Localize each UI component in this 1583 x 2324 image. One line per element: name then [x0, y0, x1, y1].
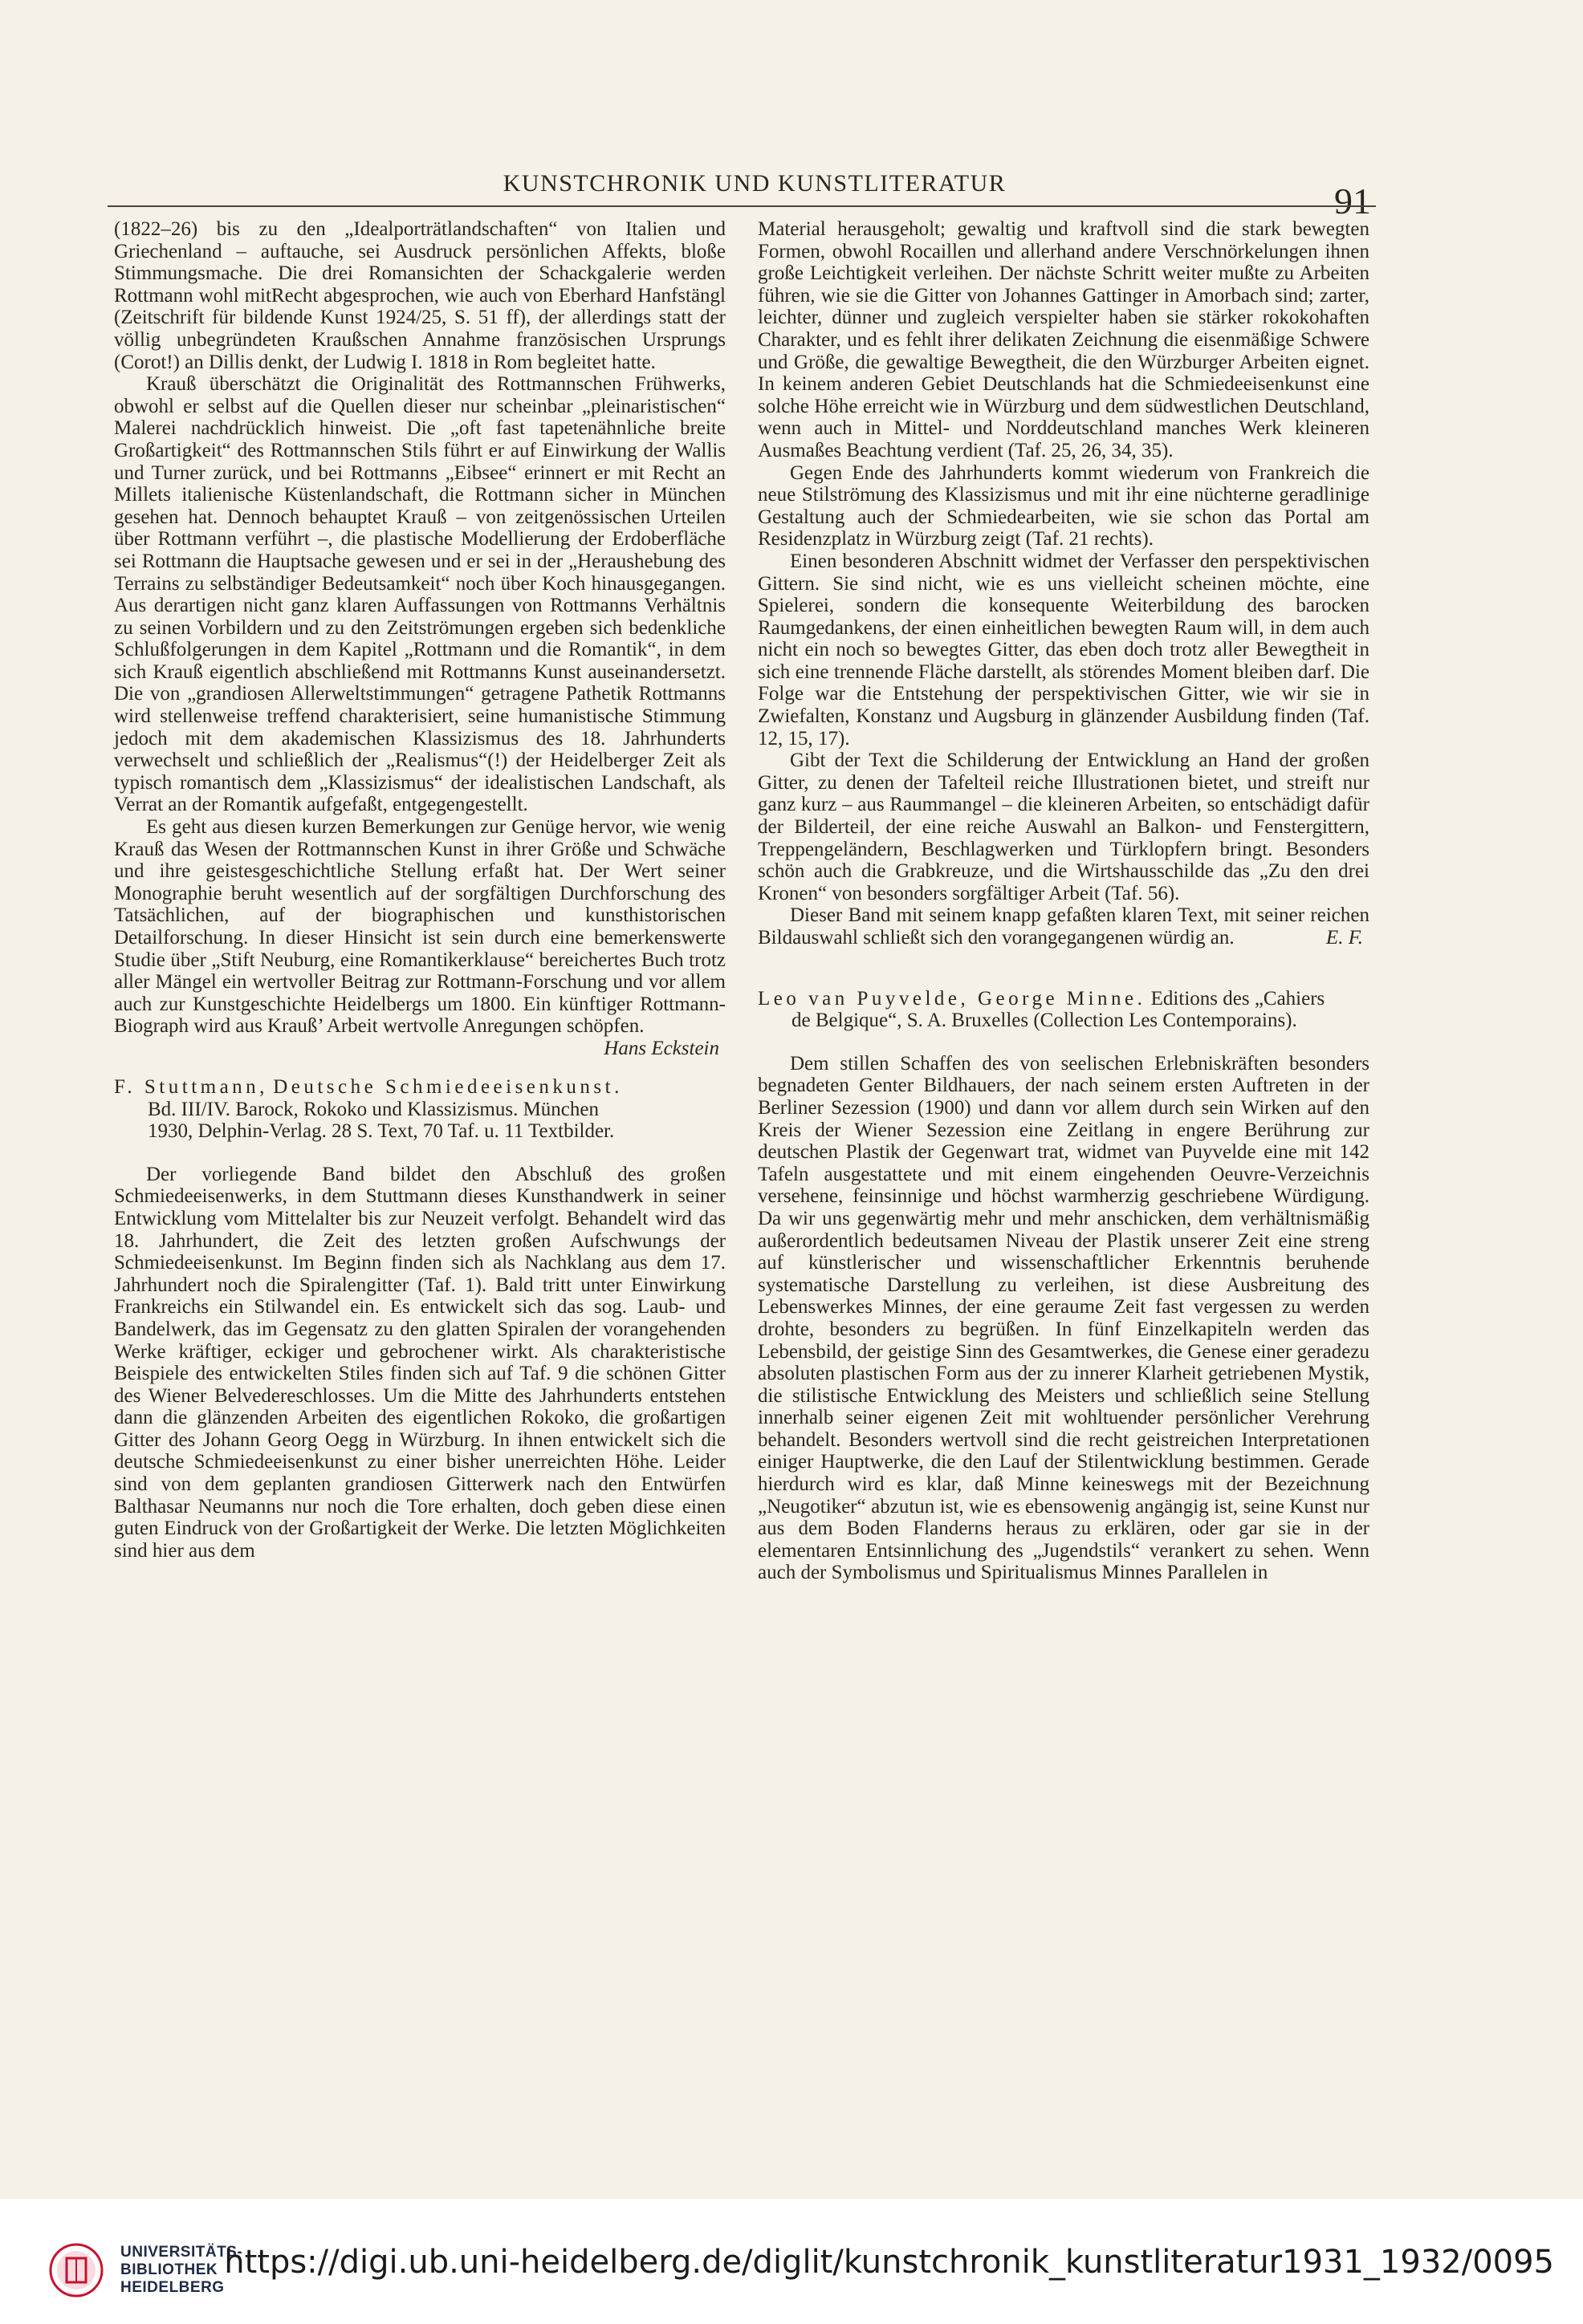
entry-title: Editions des „Cahiers	[1150, 987, 1325, 1010]
paragraph-text: Es geht aus diesen kurzen Bemerkungen zur Genüge hervor, wie wenig Krauß das Wesen der Rottmannschen Kunst in ihrer Größe und Schwäche und ihre geistesgeschichtliche Stellung erfaßt hat. Der Wert seiner Monographie beruht wesentlich auf der sorgfältigen Durchforschung des Tatsächlichen, auf der biographischen und kunsthistorischen Detailforschung. In dieser Hinsicht ist sein durch eine bemerkenswerte Studie über „Stift Neuburg, eine Romantikerklause“ bereichertes Buch trotz aller Mängel ein wertvoller Beitrag zur Rottmann-Forschung und vor allem auch zur Kunstgeschichte Heidelbergs um 1800. Ein künftiger Rottmann-Biograph wird aus Krauß’ Arbeit wertvolle Anregungen schöpfen.	[114, 816, 726, 1038]
permalink-link[interactable]: https://digi.ub.uni-heidelberg.de/diglit/kunstchronik_kunstliteratur1931_1932/0095	[224, 2244, 1554, 2281]
entry-details: de Belgique“, S. A. Bruxelles (Collection Les Contemporains).	[792, 1010, 1297, 1032]
paragraph	[758, 904, 1369, 949]
entry-title: Deutsche Schmiedeeisenkunst.	[273, 1075, 623, 1098]
page-number: 91	[1334, 181, 1371, 221]
paragraph-text: Dieser Band mit seinem knapp gefaßten klaren Text, mit seiner reichen Bildauswahl schließt sich den vorangegangenen würdig an.	[758, 904, 1369, 949]
review-entry-heading	[758, 988, 1369, 1032]
right-column	[758, 218, 1369, 1584]
library-name-line: UNIVERSITÄTS-	[120, 2244, 243, 2261]
paragraph: Gegen Ende des Jahrhunderts kommt wiederum von Frankreich die neue Stilströmung des Klassizismus und mit ihr eine nüchterne geradlinige Gestaltung auch der Schmiedearbeiten, wie sie schon das Portal am Residenzplatz in Würzburg zeigt (Taf. 21 rechts).	[758, 461, 1369, 551]
paragraph: (1822–26) bis zu den „Idealporträtlandschaften“ von Italien und Griechenland – auftauche, sei Ausdruck persönlichen Affekts, bloße Stimmungsmache. Die drei Romansichten der Schackgalerie werden Rottmann wohl mitRecht abgesprochen, wie auch von Eberhard Hanfstängl (Zeitschrift für bildende Kunst 1924/25, S. 51 ff), der allerdings statt der völlig unbegründeten Kraußschen Annahme französischen Ursprungs (Corot!) an Dillis denkt, der Ludwig I. 1818 in Rom begleitet hatte.	[114, 218, 726, 373]
author-signature: E. F.	[1325, 927, 1363, 949]
entry-author: F. Stuttmann,	[114, 1075, 268, 1098]
entry-details: Bd. III/IV. Barock, Rokoko und Klassizismus. München	[148, 1098, 599, 1120]
paragraph: Einen besonderen Abschnitt widmet der Verfasser den perspektivischen Gittern. Sie sind nicht, wie es uns vielleicht scheinen möchte, eine Spielerei, sondern die konsequente Weiterbildung des barocken Raumgedankens, der einen einheitlichen bewegten Raum will, in dem auch nicht ein noch so bewegtes Gitter, das eben doch trotz aller Bewegtheit in sich eine trennende Fläche darstellt, als störendes Moment bleiben darf. Die Folge war die Entstehung der perspektivischen Gitter, wie wir sie in Zwiefalten, Konstanz und Augsburg in glänzender Ausbildung finden (Taf. 12, 15, 17).	[758, 550, 1369, 750]
permalink[interactable]	[224, 2244, 1554, 2281]
library-name-line: HEIDELBERG	[120, 2279, 225, 2296]
paragraph: Der vorliegende Band bildet den Abschluß des großen Schmiedeeisenwerks, in dem Stuttmann dieses Kunsthandwerk in seiner Entwicklung vom Mittelalter bis zur Neuzeit verfolgt. Behandelt wird das 18. Jahrhundert, die Zeit des letzten großen Aufschwungs der Schmiedeeisenkunst. Im Beginn finden sich als Nachklang aus dem 17. Jahrhundert noch die Spiralengitter (Taf. 1). Bald tritt unter Einwirkung Frankreichs ein Stilwandel ein. Es entwickelt sich das sog. Laub- und Bandelwerk, das im Gegensatz zu den glatten Spiralen der vorangehenden Werke kräftiger, eckiger und gebrochener wirkt. Als charakteristische Beispiele des entwickelten Stiles finden sich auf Taf. 9 die schönen Gitter des Wiener Belvedereschlosses. Um die Mitte des Jahrhunderts entstehen dann die glänzenden Arbeiten des eigentlichen Rokoko, die großartigen Gitter des Johann Georg Oegg in Würzburg. In ihnen entwickelt sich die deutsche Schmiedeeisenkunst zu einer bisher unerreichten Höhe. Leider sind von dem geplanten grandiosen Gitterwerk nach den Entwürfen Balthasar Neumanns nur noch die Tore erhalten, doch geben diese einen guten Eindruck von der Großartigkeit der Werke. Die letzten Möglichkeiten sind hier aus dem	[114, 1163, 726, 1562]
entry-first-line	[758, 988, 1369, 1010]
header-rule	[108, 205, 1376, 207]
viewer-footer	[0, 2199, 1583, 2324]
paragraph: Gibt der Text die Schilderung der Entwicklung an Hand der großen Gitter, zu denen der Tafelteil reiche Illustrationen bietet, und streift nur ganz kurz – aus Raummangel – die kleineren Arbeiten, so entschädigt dafür der Bilderteil, der eine reiche Auswahl an Balkon- und Fenstergittern, Treppengeländern, Beschlagwerken und Türklopfern bringt. Besonders schön auch die Grabkreuze, und die Wirtshausschilde das „Zu den drei Kronen“ von besonders sorgfältiger Arbeit (Taf. 56).	[758, 750, 1369, 904]
entry-first-line	[114, 1076, 726, 1099]
university-seal-icon	[48, 2242, 104, 2298]
entry-author: Leo van Puyvelde, George Minne.	[758, 987, 1146, 1010]
paragraph	[114, 816, 726, 1059]
review-entry-heading	[114, 1076, 726, 1143]
running-title: KUNSTCHRONIK UND KUNSTLITERATUR	[503, 170, 1007, 197]
paragraph: Material herausgeholt; gewaltig und kraftvoll sind die stark bewegten Formen, obwohl Rocaillen und allerhand andere Verschnörkelungen ihnen große Leichtigkeit verleihen. Der nächste Schritt weiter mußte zu Arbeiten führen, wie sie die Gitter von Johannes Gattinger in Amorbach sind; zarter, leichter, dünner und zugleich verspielter haben sie stärker rokokohaften Charakter, und es fehlt ihrer delikaten Zeichnung die eisenmäßige Schwere und Größe, die gewaltige Bewegtheit, die den Würzburger Arbeiten eignet. In keinem anderen Gebiet Deutschlands hat die Schmiedeeisenkunst eine solche Höhe erreicht wie in Würzburg und dem südwestlichen Deutschland, wenn auch in Mittel- und Norddeutschland manches Werk kleineren Ausmaßes Beachtung verdient (Taf. 25, 26, 34, 35).	[758, 218, 1369, 461]
paragraph: Dem stillen Schaffen des von seelischen Erlebniskräften besonders begnadeten Genter Bildhauers, der nach seinem ersten Auftreten in der Berliner Sezession (1900) und dann vor allem durch sein Wirken auf den Kreis der Wiener Sezession eine Zeitlang in engere Berührung zur deutschen Plastik der Gegenwart trat, widmet van Puyvelde eine mit 142 Tafeln ausgestattete und mit einem eingehenden Oeuvre-Verzeichnis versehene, feinsinnige und höchst warmherzig geschriebene Würdigung. Da wir uns gegenwärtig mehr und mehr anschicken, dem verhältnismäßig außerordentlich bedeutsamen Niveau der Plastik unserer Zeit eine streng auf künstlerischer und wissenschaftlicher Erkenntnis beruhende systematische Darstellung zu verleihen, ist diese Ausbreitung des Lebenswerkes Minnes, der eine geraume Zeit fast vergessen zu werden drohte, besonders zu begrüßen. In fünf Einzelkapiteln werden das Lebensbild, der geistige Sinn des Gesamtwerkes, die Genese einer geradezu absoluten plastischen Form aus der zu innerer Klarheit getriebenen Mystik, die stilistische Entwicklung des Meisters und schließlich seine Stellung innerhalb seiner eigenen Zeit mit wohltuender persönlicher Verehrung behandelt. Besonders wertvoll sind die recht geistreichen Interpretationen einiger Hauptwerke, die den Lauf der Stilentwicklung bestimmen. Gerade hierdurch wird es klar, daß Minne keineswegs mit der Bezeichnung „Neugotiker“ abzutun ist, wie es ebensowenig angängig ist, seine Kunst nur aus dem Boden Flanderns heraus zu erklären, oder gar sie in der elementaren Entsinnlichung des „Jugendstils“ verankert zu sehen. Wenn auch der Symbolismus und Spiritualismus Minnes Parallelen in	[758, 1052, 1369, 1584]
paragraph: Krauß überschätzt die Originalität des Rottmannschen Frühwerks, obwohl er selbst auf die Quellen dieser nur scheinbar „pleinaristischen“ Malerei nachdrücklich hinweist. Die „oft fast tapetenähnliche breite Großartigkeit“ des Rottmannschen Stils führt er auf Einwirkung der Wallis und Turner zurück, und bei Rottmanns „Eibsee“ erinnert er mit Recht an Millets italienische Küstenlandschaft, die Rottmann sicher in München gesehen hat. Dennoch behauptet Krauß – von zeitgenössischen Urteilen über Rottmann verführt –, die plastische Modellierung der Erdoberfläche sei Rottmann die Hauptsache gewesen und er sei in der „Heraushebung des Terrains zu selbständiger Bedeutsamkeit“ noch über Koch hinausgegangen. Aus derartigen nicht ganz klaren Auffassungen von Rottmanns Verhältnis zu seinen Vorbildern und zu den Zeitströmungen ergeben sich bedenkliche Schlußfolgerungen in dem Kapitel „Rottmann und die Romantik“, in dem sich Krauß eigentlich abschließend mit Rottmanns Kunst auseinandersetzt. Die von „grandiosen Allerweltstimmungen“ getragene Pathetik Rottmanns wird stellenweise treffend charakterisiert, seine humanistische Stimmung jedoch mit dem akademischen Klassizismus des 18. Jahrhunderts verwechselt und schließlich der „Realismus“(!) der Heidelberger Zeit als typisch romantisch dem „Klassizismus“ der idealistischen Landschaft, als Verrat an der Romantik aufgefaßt, entgegengestellt.	[114, 373, 726, 816]
left-column	[114, 218, 726, 1562]
entry-details: 1930, Delphin-Verlag. 28 S. Text, 70 Taf. u. 11 Textbilder.	[148, 1120, 615, 1143]
library-name-line: BIBLIOTHEK	[120, 2261, 218, 2278]
author-signature: Hans Eckstein	[604, 1037, 719, 1059]
